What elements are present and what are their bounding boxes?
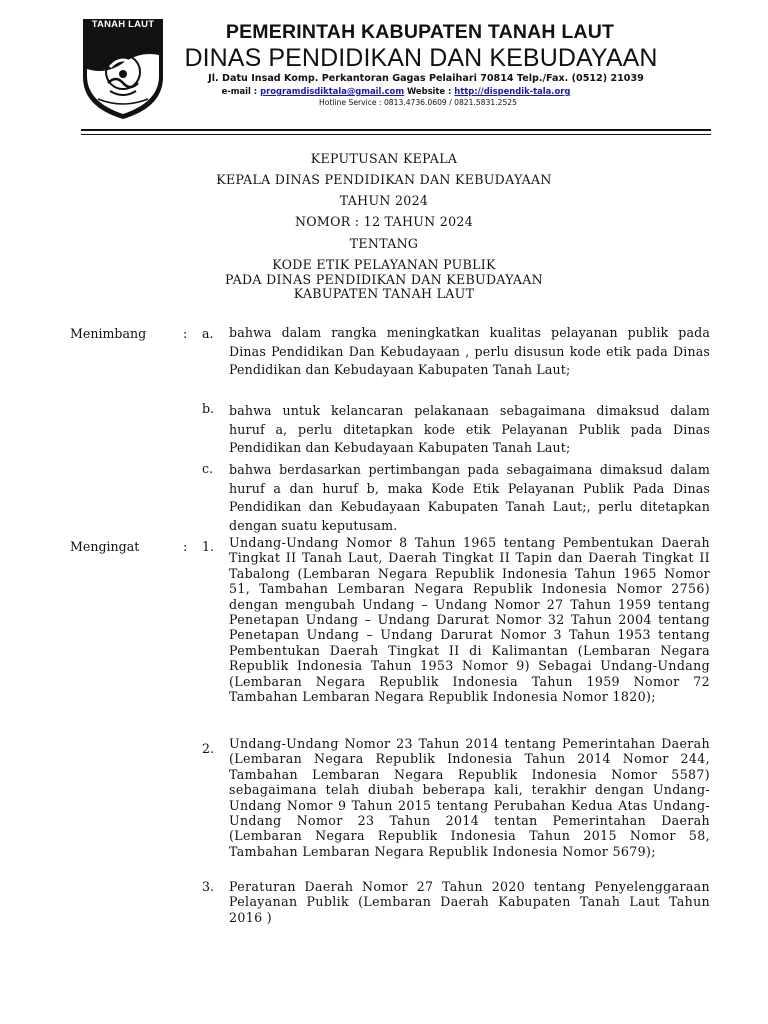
contact-line [176,86,616,96]
email-label: e-mail : [221,86,261,96]
decree-subject-line: PADA DINAS PENDIDIKAN DAN KEBUDAYAAN [225,271,543,287]
decree-title: KEPUTUSAN KEPALA [310,151,458,166]
letterhead-rule-thin [81,134,711,135]
list-marker: a. [202,326,214,341]
website-link[interactable]: http://dispendik-tala.org [454,86,571,96]
decree-subject-line: KODE ETIK PELAYANAN PUBLIK [272,257,496,272]
menimbang-item: bahwa dalam rangka meningkatkan kualitas pelayanan publik pada Dinas Pendidikan Dan Kebudayaan , perlu disusun kode etik pada Dinas Pendidikan dan Kebudayaan Kabupaten Tanah Laut; [229,325,710,377]
hotline-service: Hotline Service : 0813.4736.0609 / 0821.5831.2525 [319,98,517,107]
decree-number: NOMOR : 12 TAHUN 2024 [294,214,474,229]
decree-subject-line: KABUPATEN TANAH LAUT [293,286,475,301]
email-link[interactable]: programdisdiktala@gmail.com [260,86,405,96]
mengingat-label: Mengingat [70,539,140,554]
menimbang-label: Menimbang [70,326,147,341]
menimbang-colon: : [183,326,188,341]
mengingat-item: Peraturan Daerah Nomor 27 Tahun 2020 tentang Penyelenggaraan Pelayanan Publik (Lembaran Daerah Kabupaten Tanah Laut Tahun 2016 ) [229,879,710,925]
list-marker: 1. [202,539,215,554]
government-heading: PEMERINTAH KABUPATEN TANAH LAUT [225,21,615,43]
menimbang-item: bahwa berdasarkan pertimbangan pada sebagaimana dimaksud dalam huruf a dan huruf b, maka Kode Etik Pelayanan Publik Pada Dinas Pendidikan dan Kebudayaan Kabupaten Tanah Laut;, perlu ditetapkan dengan suatu keputusam. [229,462,710,533]
logo-caption: TANAH LAUT [91,19,155,30]
menimbang-item: bahwa untuk kelancaran pelakanaan sebagaimana dimaksud dalam huruf a, perlu ditetapkan kode etik Pelayanan Publik pada Dinas Pendidikan dan Kebudayaan Kabupaten Tanah Laut; [229,403,710,455]
list-marker: 3. [202,879,215,894]
office-address: Jl. Datu Insad Komp. Perkantoran Gagas Pelaihari 70814 Telp./Fax. (0512) 21039 [208,73,644,84]
list-marker: 2. [202,741,215,756]
mengingat-item: Undang-Undang Nomor 23 Tahun 2014 tentang Pemerintahan Daerah (Lembaran Negara Republik Indonesia Tahun 2014 Nomor 244, Tambahan Lembaran Negara Republik Indonesia Nomor 5587) sebagaimana telah diubah beberapa kali, terakhir dengan Undang-Undang Nomor 9 Tahun 2015 tentang Perubahan Kedua Atas Undang-Undang Nomor 23 Tahun 2014 tentan Pemerintahan Daerah (Lembaran Negara Republik Indonesia Tahun 2015 Nomor 58, Tambahan Lembaran Negara Republik Indonesia Nomor 5679); [229,736,710,859]
mengingat-colon: : [183,539,188,554]
tanah-laut-logo-icon [80,17,166,121]
department-heading: DINAS PENDIDIKAN DAN KEBUDAYAAN [184,44,658,72]
decree-year: TAHUN 2024 [339,193,429,208]
mengingat-item: Undang-Undang Nomor 8 Tahun 1965 tentang Pembentukan Daerah Tingkat II Tanah Laut, Daerah Tingkat II Tapin dan Daerah Tingkat II Tabalong (Lembaran Negara Republik Indonesia Tahun 1965 Nomor 51, Tambahan Lembaran Negara Republik Indonesia Nomor 2756) dengan mengubah Undang – Undang Nomor 27 Tahun 1959 tentang Penetapan Undang – Undang Darurat Nomor 32 Tahun 2004 tentang Penetapan Undang – Undang Darurat Nomor 3 Tahun 1953 tentang Pembentukan Daerah Tingkat II di Kalimantan (Lembaran Negara Republik Indonesia Tahun 1953 Nomor 9) Sebagai Undang-Undang (Lembaran Negara Republik Indonesia Tahun 1959 Nomor 72 Tambahan Lembaran Negara Republik Indonesia Nomor 1820); [229,535,710,705]
decree-about-label: TENTANG [349,236,419,251]
decree-subject [100,258,668,302]
list-marker: c. [202,461,214,476]
decree-issuer: KEPALA DINAS PENDIDIKAN DAN KEBUDAYAAN [216,172,552,187]
list-marker: b. [202,401,215,416]
letterhead-rule-thick [81,129,711,131]
website-label: Website : [404,86,455,96]
